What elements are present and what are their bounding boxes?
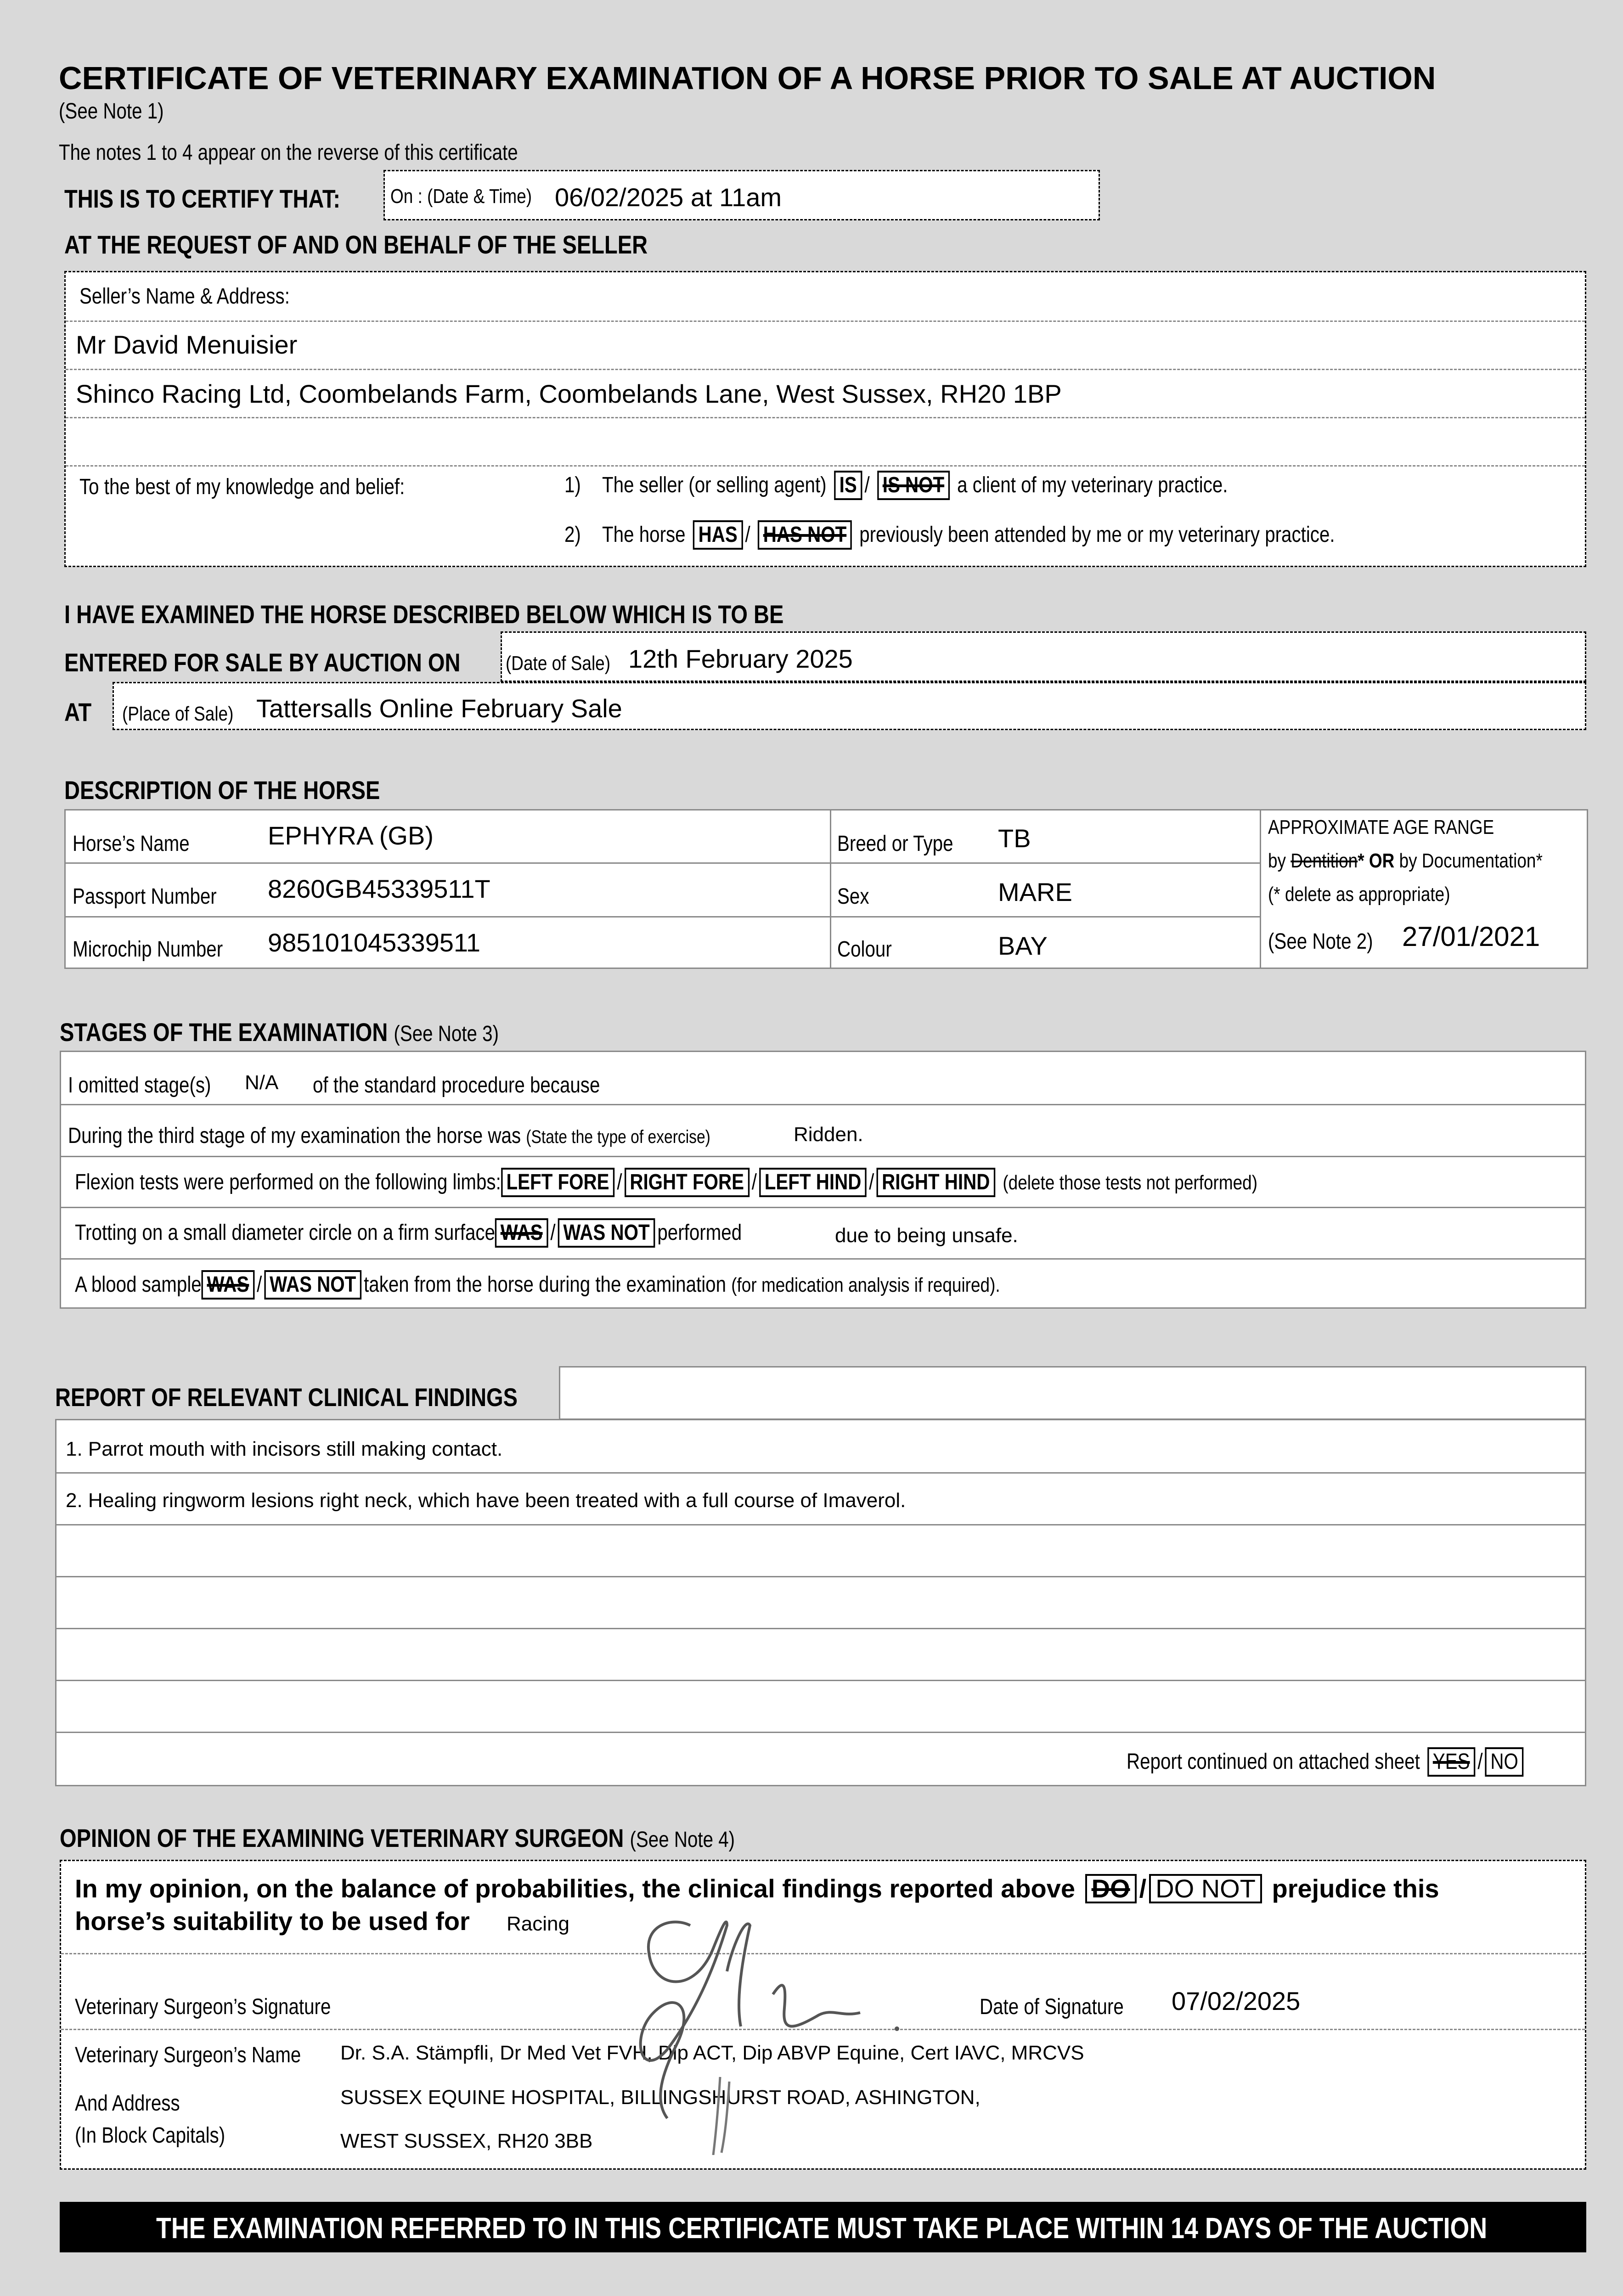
is-not-option[interactable]: IS NOT — [877, 471, 950, 500]
passport-value: 8260GB45339511T — [268, 874, 490, 903]
microchip-label: Microchip Number — [73, 937, 223, 962]
finding-2: 2. Healing ringworm lesions right neck, which have been treated with a full course of Imaverol. — [66, 1489, 906, 1512]
age-range-title: APPROXIMATE AGE RANGE — [1268, 816, 1494, 838]
passport-label: Passport Number — [73, 884, 217, 909]
page-title: CERTIFICATE OF VETERINARY EXAMINATION OF A HORSE PRIOR TO SALE AT AUCTION — [59, 60, 1436, 96]
stages-heading: STAGES OF THE EXAMINATION (See Note 3) — [60, 1018, 499, 1047]
knowledge-statement-2: 2) The horse HAS / HAS NOT previously been attended by me or my veterinary practice. — [564, 520, 1335, 550]
do-option[interactable]: DO — [1085, 1874, 1137, 1903]
horse-name-value: EPHYRA (GB) — [268, 821, 434, 850]
on-datetime-value: 06/02/2025 at 11am — [555, 183, 782, 212]
sex-label: Sex — [837, 884, 869, 909]
left-hind-option[interactable]: LEFT HIND — [759, 1168, 867, 1197]
omitted-stage-label: I omitted stage(s) — [68, 1073, 211, 1097]
certify-label: THIS IS TO CERTIFY THAT: — [64, 184, 341, 213]
date-of-sale-label: (Date of Sale) — [506, 652, 611, 675]
knowledge-statement-1: 1) The seller (or selling agent) IS / IS NOT a client of my veterinary practice. — [564, 471, 1228, 500]
suitability-label: horse’s suitability to be used for — [75, 1907, 470, 1936]
flexion-row: Flexion tests were performed on the following limbs: LEFT FORE / RIGHT FORE / LEFT HIND / RIGHT HIND (delete those tests not performed) — [75, 1168, 1257, 1198]
breed-label: Breed or Type — [837, 832, 953, 856]
seller-address: Shinco Racing Ltd, Coombelands Farm, Coombelands Lane, West Sussex, RH20 1BP — [76, 379, 1062, 408]
do-not-option[interactable]: DO NOT — [1149, 1874, 1262, 1903]
finding-1: 1. Parrot mouth with incisors still making contact. — [66, 1438, 503, 1460]
date-of-sale-value: 12th February 2025 — [628, 644, 853, 673]
trot-was-option[interactable]: WAS — [495, 1218, 548, 1248]
trot-was-not-option[interactable]: WAS NOT — [558, 1218, 655, 1248]
seller-name: Mr David Menuisier — [76, 330, 298, 359]
trot-row: Trotting on a small diameter circle on a firm surface WAS / WAS NOT performed — [75, 1218, 742, 1248]
signature-label: Veterinary Surgeon’s Signature — [75, 1995, 331, 2019]
report-continued: Report continued on attached sheet YES / NO — [1127, 1747, 1526, 1777]
findings-table — [55, 1419, 1586, 1786]
notes-line: The notes 1 to 4 appear on the reverse of this certificate — [59, 141, 518, 165]
colour-value: BAY — [998, 931, 1048, 960]
vet-address-line1: SUSSEX EQUINE HOSPITAL, BILLINGSHURST ROAD, ASHINGTON, — [340, 2086, 981, 2109]
breed-value: TB — [998, 824, 1031, 853]
stages-table — [60, 1051, 1586, 1309]
age-value: 27/01/2021 — [1402, 921, 1540, 952]
microchip-value: 985101045339511 — [268, 928, 481, 957]
see-note-1: (See Note 1) — [59, 99, 164, 124]
place-of-sale-field[interactable] — [113, 682, 1586, 730]
right-fore-option[interactable]: RIGHT FORE — [625, 1168, 750, 1197]
age-delete-note: (* delete as appropriate) — [1268, 883, 1450, 906]
continued-no-option[interactable]: NO — [1485, 1747, 1524, 1777]
is-option[interactable]: IS — [834, 471, 862, 500]
vet-name-label: Veterinary Surgeon’s Name — [75, 2043, 301, 2067]
description-heading: DESCRIPTION OF THE HORSE — [64, 776, 380, 805]
findings-heading-box — [559, 1366, 1586, 1420]
third-stage-text: During the third stage of my examination the horse was (State the type of exercise) — [68, 1124, 710, 1148]
sale-heading: ENTERED FOR SALE BY AUCTION ON — [64, 648, 461, 677]
horse-name-label: Horse’s Name — [73, 832, 190, 856]
vet-name-value: Dr. S.A. Stämpfli, Dr Med Vet FVH, Dip ACT, Dip ABVP Equine, Cert IAVC, MRCVS — [340, 2042, 1084, 2064]
footer-banner — [60, 2202, 1586, 2252]
opinion-statement: In my opinion, on the balance of probabilities, the clinical findings reported above DO / DO NOT prejudice this — [75, 1874, 1439, 1903]
description-table — [64, 809, 1588, 969]
has-not-option[interactable]: HAS NOT — [758, 520, 852, 550]
trot-reason-value: due to being unsafe. — [835, 1224, 1018, 1247]
request-heading: AT THE REQUEST OF AND ON BEHALF OF THE SELLER — [64, 230, 648, 259]
signature-mark — [575, 1898, 989, 2155]
right-hind-option[interactable]: RIGHT HIND — [876, 1168, 995, 1197]
place-of-sale-value: Tattersalls Online February Sale — [256, 694, 622, 723]
continued-yes-option[interactable]: YES — [1427, 1747, 1475, 1777]
date-of-sale-field[interactable] — [501, 631, 1586, 682]
seller-label: Seller’s Name & Address: — [79, 284, 290, 309]
blood-row: A blood sample WAS / WAS NOT taken from the horse during the examination (for medication analysis if required). — [75, 1270, 1000, 1300]
omitted-stage-reason-label: of the standard procedure because — [313, 1073, 600, 1097]
vet-address-label: And Address — [75, 2091, 180, 2116]
age-range-basis: by Dentition* OR by Documentation* — [1268, 850, 1543, 872]
on-datetime-label: On : (Date & Time) — [390, 185, 532, 208]
left-fore-option[interactable]: LEFT FORE — [501, 1168, 615, 1197]
vet-address-line2: WEST SUSSEX, RH20 3BB — [340, 2130, 593, 2152]
see-note-2: (See Note 2) — [1268, 929, 1373, 954]
sex-value: MARE — [998, 878, 1072, 906]
at-label: AT — [64, 698, 92, 726]
place-of-sale-label: (Place of Sale) — [122, 703, 234, 725]
knowledge-label: To the best of my knowledge and belief: — [79, 475, 405, 499]
colour-label: Colour — [837, 937, 892, 962]
opinion-box — [60, 1860, 1586, 2170]
seller-box — [64, 271, 1586, 567]
footer-text: THE EXAMINATION REFERRED TO IN THIS CERTIFICATE MUST TAKE PLACE WITHIN 14 DAYS OF THE AUCTION — [156, 2212, 1488, 2245]
examined-heading: I HAVE EXAMINED THE HORSE DESCRIBED BELOW WHICH IS TO BE — [64, 600, 784, 629]
findings-heading: REPORT OF RELEVANT CLINICAL FINDINGS — [55, 1383, 518, 1412]
blood-was-option[interactable]: WAS — [202, 1270, 254, 1300]
certify-datetime-field[interactable] — [383, 170, 1100, 220]
third-stage-value: Ridden. — [794, 1123, 863, 1146]
has-option[interactable]: HAS — [693, 520, 743, 550]
suitability-value: Racing — [507, 1913, 569, 1935]
signature-date-label: Date of Signature — [980, 1995, 1124, 2019]
omitted-stage-value: N/A — [245, 1071, 279, 1094]
signature-date-value: 07/02/2025 — [1172, 1986, 1301, 2015]
vet-address-sublabel: (In Block Capitals) — [75, 2123, 225, 2148]
opinion-heading: OPINION OF THE EXAMINING VETERINARY SURGEON (See Note 4) — [60, 1823, 735, 1852]
blood-was-not-option[interactable]: WAS NOT — [264, 1270, 361, 1300]
